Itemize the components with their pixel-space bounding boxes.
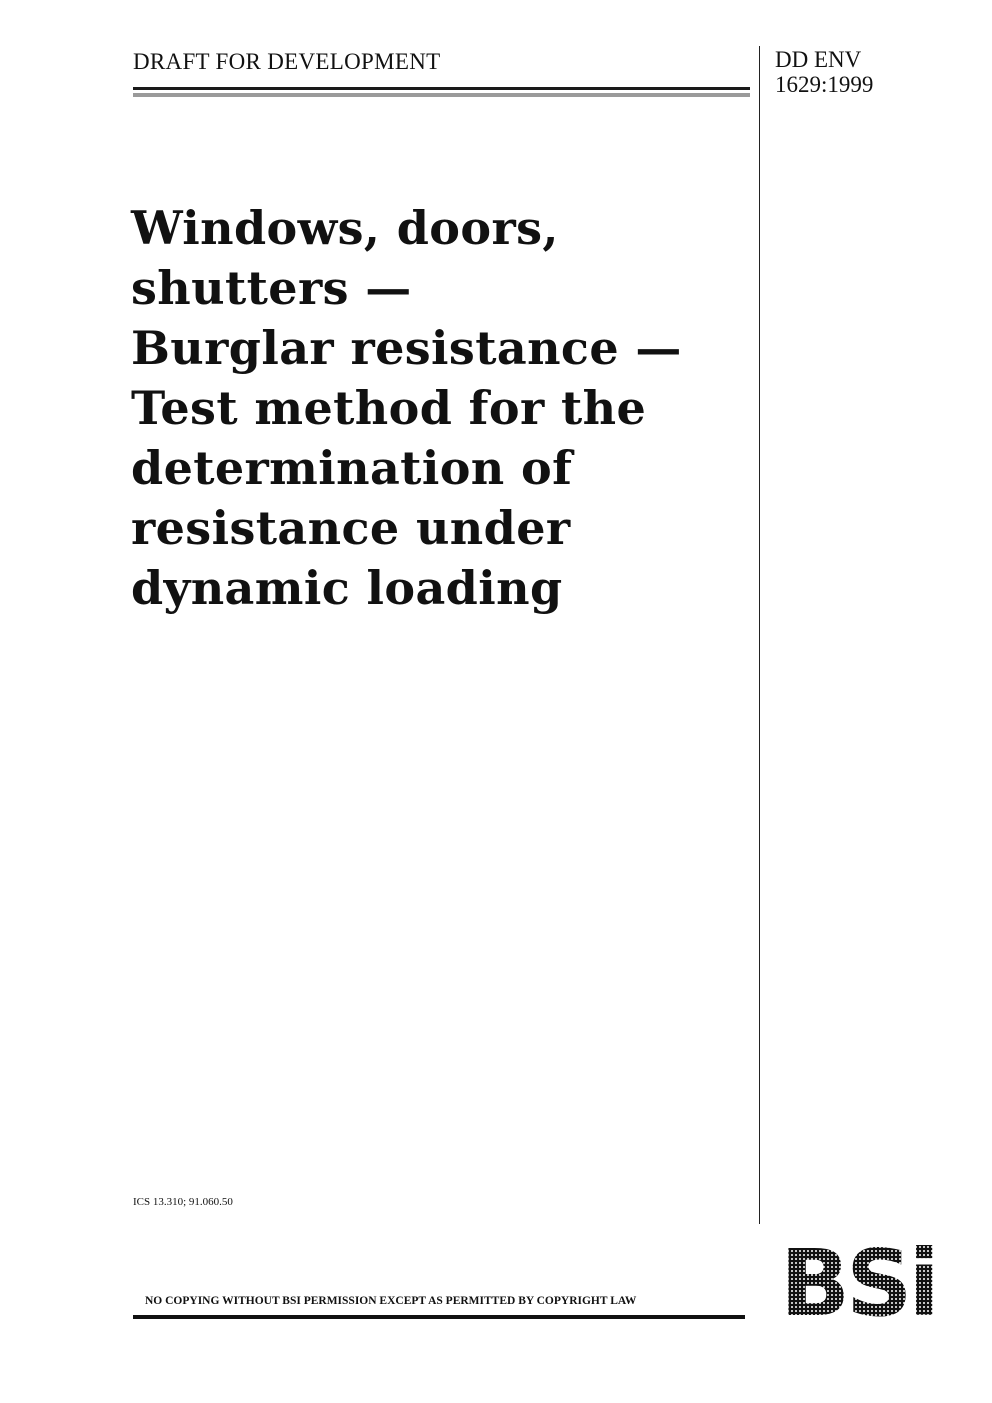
document-number [775, 47, 873, 97]
document-number-code: 1629:1999 [775, 72, 874, 97]
copyright-notice: NO COPYING WITHOUT BSI PERMISSION EXCEPT AS PERMITTED BY COPYRIGHT LAW [145, 1295, 637, 1307]
footer-rule [133, 1315, 745, 1319]
ics-code: ICS 13.310; 91.060.50 [133, 1196, 233, 1208]
document-title [131, 198, 751, 618]
title-line: Burglar resistance — [131, 321, 682, 375]
title-line: determination of [131, 441, 573, 495]
title-line: shutters — [131, 261, 412, 315]
title-line: dynamic loading [131, 561, 563, 615]
document-number-prefix: DD ENV [775, 47, 862, 72]
title-line: Test method for the [131, 381, 647, 435]
title-line: resistance under [131, 501, 571, 555]
draft-label: DRAFT FOR DEVELOPMENT [133, 49, 441, 74]
vertical-divider [759, 46, 760, 1224]
title-line: Windows, doors, [131, 201, 559, 255]
bsi-logo [770, 1241, 946, 1323]
